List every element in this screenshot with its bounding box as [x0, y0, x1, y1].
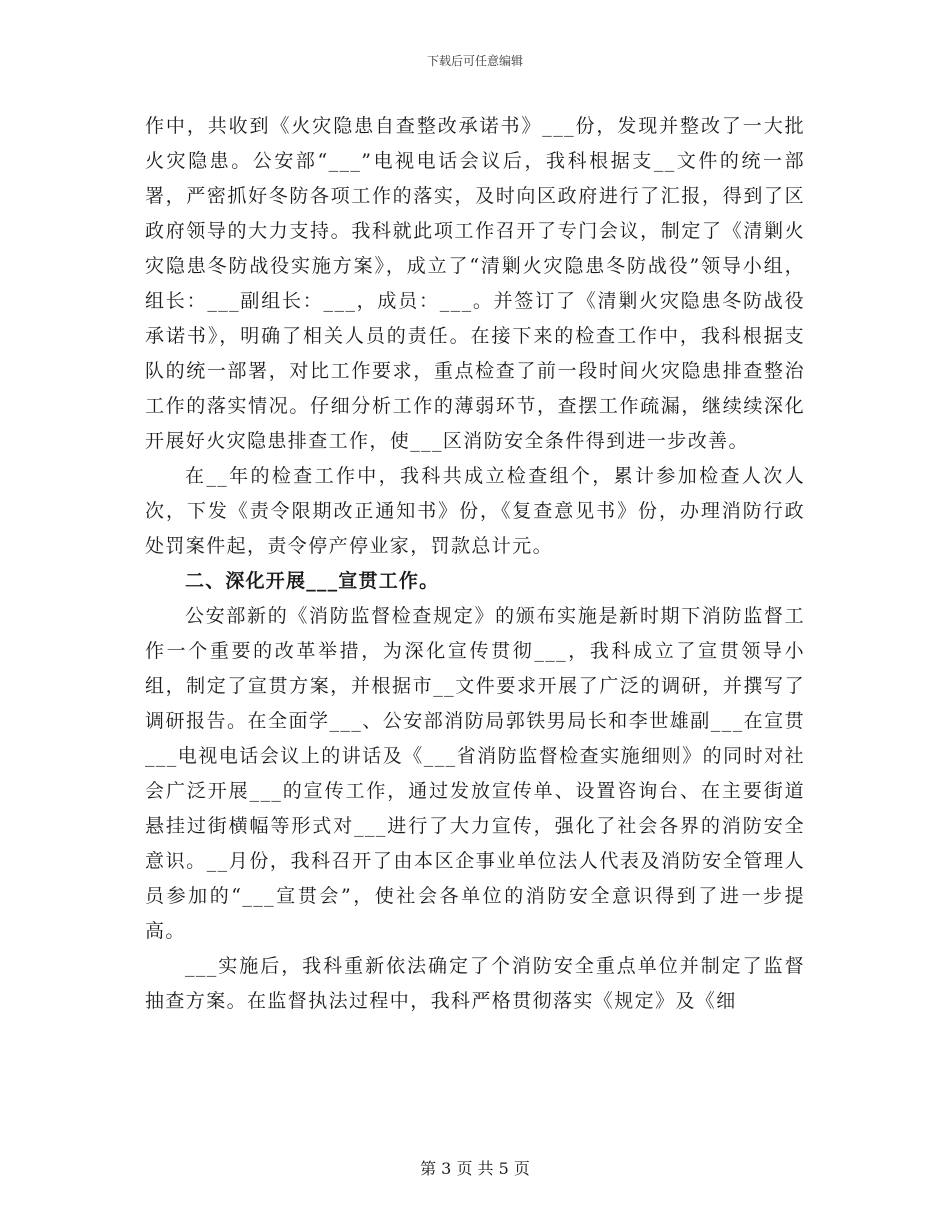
page-footer-number: 第 3 页 共 5 页 — [420, 1159, 530, 1178]
paragraph-inspection-summary: 在__年的检查工作中，我科共成立检查组个，累计参加检查人次人次，下发《责令限期改正通知书》份，《复查意见书》份，办理消防行政处罚案件起，责令停产停业家，罚款总计元。 — [145, 465, 805, 557]
paragraph-continued: 作中，共收到《火灾隐患自查整改承诺书》___份，发现并整改了一大批火灾隐患。公安部“___”电视电话会议后，我科根据支__文件的统一部署，严密抓好冬防各项工作的落实，及时向区政府进行了汇报，得到了区政府领导的大力支持。我科就此项工作召开了专门会议，制定了《清剿火灾隐患冬防战役实施方案》，成立了“清剿火灾隐患冬防战役”领导小组，组长：___副组长：___，成员：___。并签订了《清剿火灾隐患冬防战役承诺书》，明确了相关人员的责任。在接下来的检查工作中，我科根据支队的统一部署，对比工作要求，重点检查了前一段时间火灾隐患排查整治工作的落实情况。仔细分析工作的薄弱环节，查摆工作疏漏，继续续深化开展好火灾隐患排查工作，使___区消防安全条件得到进一步改善。 — [145, 115, 805, 452]
document-body — [145, 109, 805, 1019]
section-heading: 二、深化开展___宣贯工作。 — [185, 570, 440, 592]
paragraph-implementation: ___实施后，我科重新依法确定了个消防安全重点单位并制定了监督抽查方案。在监督执法过程中，我科严格贯彻落实《规定》及《细 — [145, 955, 805, 1012]
page-header-note: 下载后可任意编辑 — [426, 54, 523, 68]
paragraph-publicity: 公安部新的《消防监督检查规定》的颁布实施是新时期下消防监督工作一个重要的改革举措，为深化宣传贯彻___，我科成立了宣贯领导小组，制定了宣贯方案，并根据市__文件要求开展了广泛的调研，并撰写了调研报告。在全面学___、公安部消防局郭铁男局长和李世雄副___在宣贯___电视电话会议上的讲话及《___省消防监督检查实施细则》的同时对社会广泛开展___的宣传工作，通过发放宣传单、设置咨询台、在主要街道悬挂过街横幅等形式对___进行了大力宣传，强化了社会各界的消防安全意识。__月份，我科召开了由本区企事业单位法人代表及消防安全管理人员参加的“___宣贯会”，使社会各单位的消防安全意识得到了进一步提高。 — [145, 605, 805, 942]
